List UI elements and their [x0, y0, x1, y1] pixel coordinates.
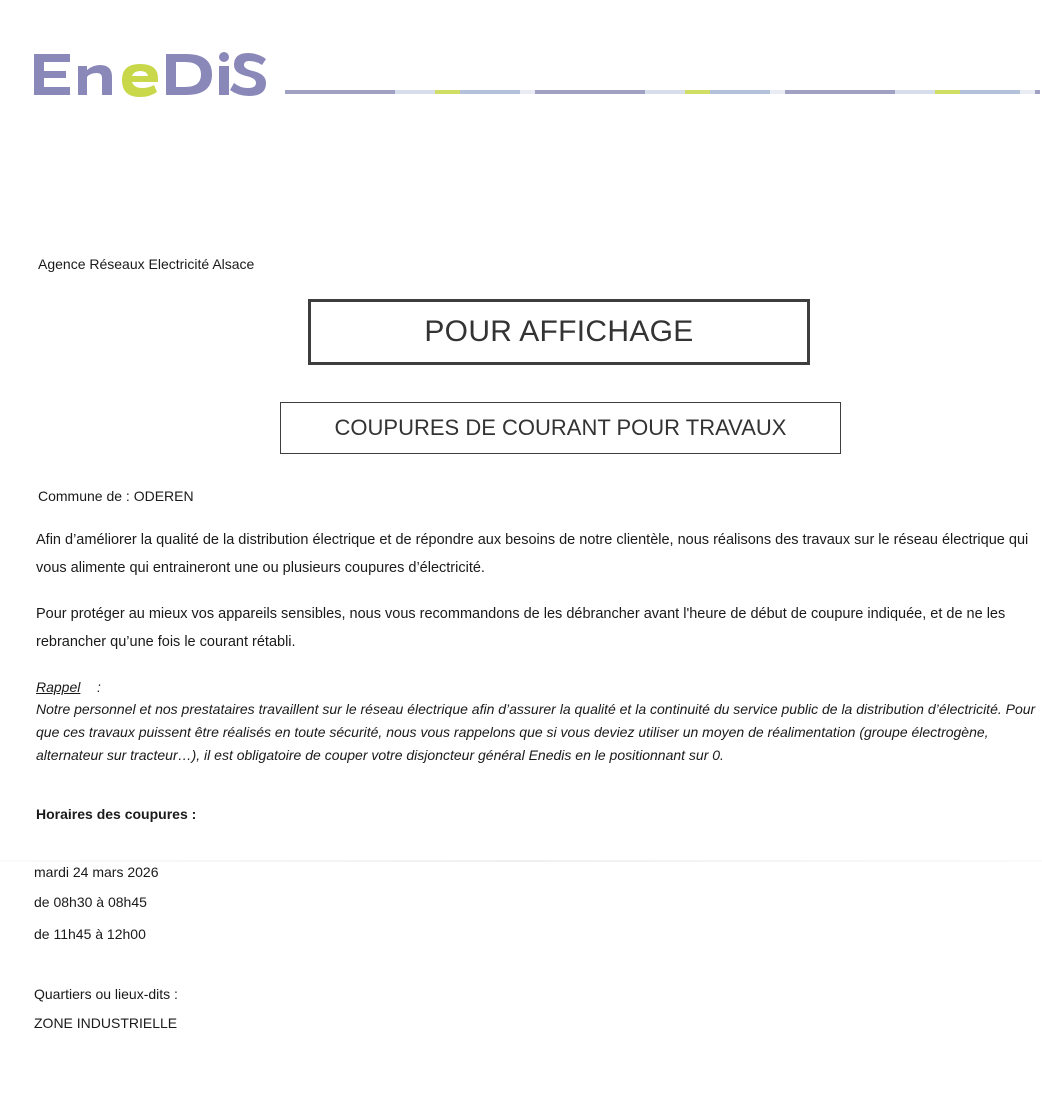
schedule-slot: de 11h45 à 12h00	[34, 926, 146, 942]
location-value: ZONE INDUSTRIELLE	[34, 1015, 178, 1031]
intro-paragraph: Afin d’améliorer la qualité de la distribution électrique et de répondre aux besoins de notre clientèle, nous réalisons des travaux sur le réseau électrique qui vous alimente qui entraineront une ou plusieurs coupures d’électricité.	[36, 532, 1029, 576]
enedis-logo	[30, 40, 270, 108]
notice-title: POUR AFFICHAGE	[424, 315, 694, 348]
commune-label: Commune de : ODEREN	[38, 488, 194, 504]
enedis-logo-graphic	[30, 40, 270, 108]
rappel-colon: :	[97, 679, 101, 695]
notice-subtitle-box	[280, 402, 841, 454]
scan-artifact	[0, 860, 1042, 862]
rappel-text: Notre personnel et nos prestataires travaillent sur le réseau électrique afin d’assurer la qualité et la continuité du service public de la distribution d’électricité. Pour que ces travaux puissent être réalisés en toute sécurité, nous vous rappelons que si vous deviez utiliser un moyen de réalimentation (groupe électrogène, alternateur sur tracteur…), il est obligatoire de couper votre disjoncteur général Enedis en le positionnant sur 0.	[36, 701, 1036, 763]
schedule-heading: Horaires des coupures :	[36, 806, 197, 822]
schedule-slot: de 08h30 à 08h45	[34, 894, 147, 910]
rappel-label: Rappel	[36, 679, 81, 695]
advice-paragraph: Pour protéger au mieux vos appareils sensibles, nous vous recommandons de les débrancher avant l'heure de début de coupure indiquée, et de ne les rebrancher qu’une fois le courant rétabli.	[36, 606, 1006, 650]
rappel-heading	[36, 679, 80, 695]
header-divider	[285, 90, 1040, 94]
agency-name: Agence Réseaux Electricité Alsace	[38, 256, 255, 272]
notice-subtitle: COUPURES DE COURANT POUR TRAVAUX	[334, 415, 787, 440]
schedule-date: mardi 24 mars 2026	[34, 864, 159, 880]
notice-title-box	[308, 299, 810, 365]
location-heading: Quartiers ou lieux-dits :	[34, 986, 178, 1002]
